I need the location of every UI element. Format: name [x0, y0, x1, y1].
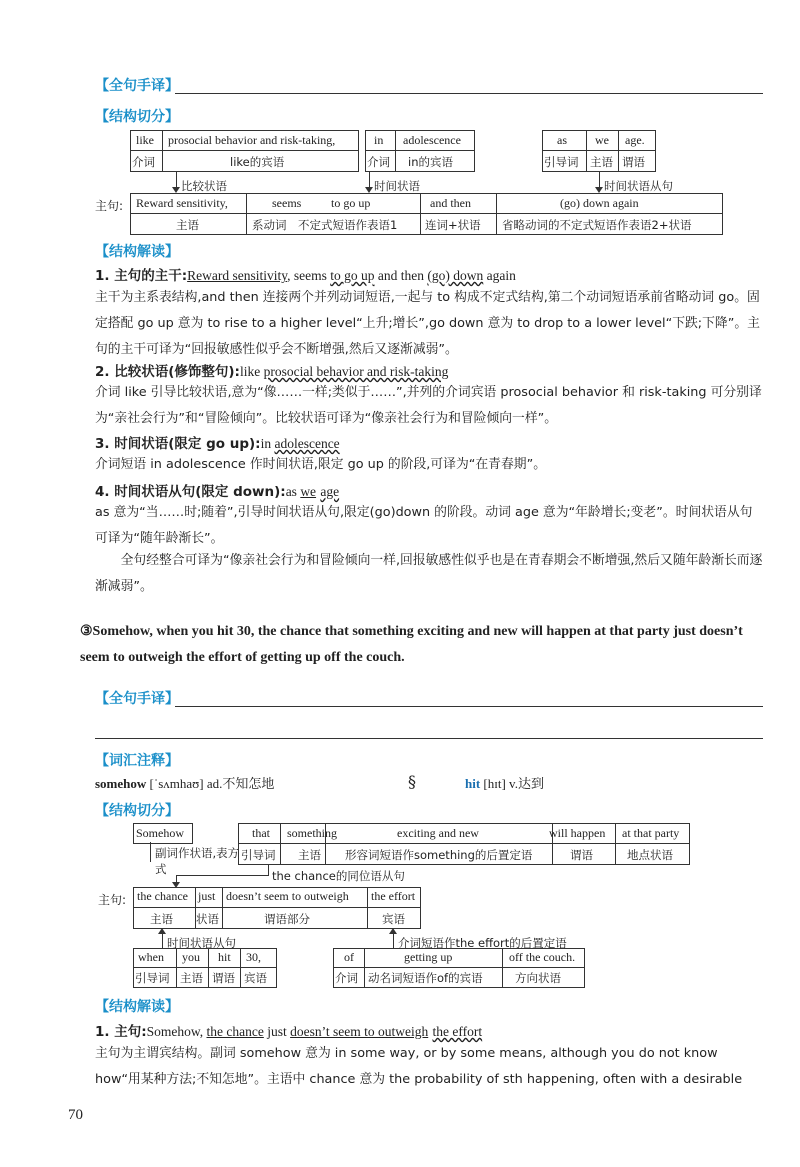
d1-word-we: we [595, 133, 609, 147]
d2-of-word-of: of [344, 950, 354, 964]
d1-word-age: age. [625, 133, 645, 147]
explain1-paragraph-3: 介词短语 in adolescence 作时间状语,限定 go up 的阶段,可译为“在青春期”。 [95, 457, 547, 472]
vocab-somehow: somehow [ˈsʌmhaʊ] ad.不知怎地 [95, 776, 275, 791]
d1-main-role-pred1: 不定式短语作表语1 [298, 218, 398, 232]
d2-main-effort: the effort [371, 889, 416, 903]
d1-role-pred: 谓语 [622, 155, 645, 169]
d2-word-something: something [287, 826, 337, 840]
structure-explain-label-2: 【结构解读】 [95, 999, 179, 1015]
d2-main-role-obj: 宾语 [382, 912, 405, 926]
d1-main-role-conj: 连词+状语 [425, 218, 481, 232]
d2-word-atparty: at that party [622, 826, 680, 840]
explain1-heading-3: 3. 时间状语(限定 go up):in adolescence [95, 436, 340, 452]
d2-when-word-hit: hit [218, 950, 231, 964]
d1-main-word-reward: Reward sensitivity, [136, 196, 228, 210]
d1-role-intro: 引导词 [544, 155, 579, 169]
d1-role-prep: 介词 [132, 155, 155, 169]
page-number: 70 [68, 1107, 83, 1123]
d2-when-word-you: you [182, 950, 200, 964]
d2-role-subj: 主语 [298, 848, 321, 862]
d2-role-pred: 谓语 [570, 848, 593, 862]
d1-main-word-andthen: and then [430, 196, 471, 210]
explain2-heading-1: 1. 主句:Somehow, the chance just doesn’t seem to outweigh the effort [95, 1024, 483, 1040]
d2-time-label: 时间状语从句 [167, 936, 236, 950]
structure-split-label-2: 【结构切分】 [95, 803, 179, 819]
full-translation-label: 【全句手译】 [95, 78, 179, 94]
d1-role-in-prep: 介词 [367, 155, 390, 169]
d2-when-role-intro: 引导词 [135, 971, 170, 985]
d2-role-place: 地点状语 [627, 848, 673, 862]
d2-when-word-30: 30, [246, 950, 261, 964]
d1-role-like-obj: like的宾语 [230, 155, 285, 169]
d2-main-role-adv: 状语 [196, 912, 219, 926]
translation-line-2b [95, 738, 763, 739]
d1-role-in-obj: in的宾语 [408, 155, 453, 169]
d1-word-like: like [136, 133, 154, 147]
explain1-paragraph-4: as 意为“当……时;随着”,引导时间状语从句,限定(go)down 的阶段。动词 age 意为“年龄增长;变老”。时间状语从句可译为“随年龄渐长”。 [95, 505, 753, 546]
explain1-paragraph-2: 介词 like 引导比较状语,意为“像……一样;类似于……”,并列的介词宾语 prosocial behavior 和 risk-taking 可分别译为“亲社会行为”和“冒险倾向”。比较状语可译为“像亲社会行为和冒险倾向一样”。 [95, 385, 762, 426]
d2-appositive-label: the chance的同位语从句 [272, 869, 405, 883]
d1-main-role-pred2: 省略动词的不定式短语作表语2+状语 [502, 218, 692, 232]
d2-when-role-pred: 谓语 [212, 971, 235, 985]
d2-when-role-subj: 主语 [180, 971, 203, 985]
translation-line-2a [175, 706, 763, 707]
d1-arrow-label-compare: 比较状语 [181, 179, 227, 193]
d2-main-role-pred: 谓语部分 [264, 912, 310, 926]
full-translation-label-2: 【全句手译】 [95, 691, 179, 707]
d1-arrow-label-time: 时间状语 [374, 179, 420, 193]
d1-main-word-goup: to go up [331, 196, 371, 210]
explain1-heading-4: 4. 时间状语从句(限定 down):as we age [95, 484, 340, 500]
sentence-3: ③Somehow, when you hit 30, the chance that something exciting and new will happen at that party just doesn’t seem to outweigh the effort of getting up off the couch. [80, 624, 743, 665]
d2-when-word-when: when [138, 950, 164, 964]
d1-word-in: in [374, 133, 384, 147]
vocab-hit: hit [hɪt] v.达到 [465, 776, 544, 791]
explain1-paragraph-1: 主干为主系表结构,and then 连接两个并列动词短语,一起与 to 构成不定式结构,第二个动词短语承前省略动词 go。固定搭配 go up 意为 to rise to a higher level“上升;增长”,go down 意为 to drop to a lower level“下跌;下降”。主句的主干可译为“回报敏感性似乎会不断增强,然后又逐渐减弱”。 [95, 290, 760, 357]
translation-line [175, 93, 763, 94]
explain1-heading-2: 2. 比较状语(修饰整句):like prosocial behavior and risk-taking [95, 364, 449, 380]
d1-main-role-subj: 主语 [176, 218, 199, 232]
d1-main-role-link: 系动词 [252, 218, 287, 232]
d2-role-intro: 引导词 [241, 848, 276, 862]
d2-somehow: Somehow [136, 826, 184, 840]
d1-word-as: as [557, 133, 567, 147]
d2-of-role-prep: 介词 [335, 971, 358, 985]
vocab-label: 【词汇注释】 [95, 753, 179, 769]
d2-of-role-gerund: 动名词短语作of的宾语 [368, 971, 483, 985]
d2-when-role-obj: 宾语 [244, 971, 267, 985]
d1-main-word-godown: (go) down again [560, 196, 639, 210]
d1-word-prosocial: prosocial behavior and risk-taking, [168, 133, 336, 147]
d1-main-label: 主句: [95, 199, 124, 213]
d2-pp-label: 介词短语作the effort的后置定语 [398, 936, 567, 950]
d2-word-that: that [252, 826, 270, 840]
d2-word-exciting: exciting and new [397, 826, 479, 840]
d2-main-label: 主句: [98, 893, 127, 907]
d2-word-willhappen: will happen [549, 826, 606, 840]
d2-main-chance: the chance [137, 889, 188, 903]
explain2-paragraph-1: 主句为主谓宾结构。副词 somehow 意为 in some way, or by some means, although you do not know how“用某种方法;不知怎地”。主语中 chance 意为 the probability of sth happening, often with a desirable [95, 1046, 743, 1087]
d2-main-role-subj: 主语 [150, 912, 173, 926]
scroll-mark: § [408, 772, 416, 791]
d2-role-adj: 形容词短语作something的后置定语 [345, 848, 533, 862]
d1-role-subj: 主语 [590, 155, 613, 169]
structure-explain-label-1: 【结构解读】 [95, 244, 179, 260]
structure-split-label: 【结构切分】 [95, 109, 179, 125]
explain1-paragraph-5: 全句经整合可译为“像亲社会行为和冒险倾向一样,回报敏感性似乎也是在青春期会不断增强,然后又随年龄渐长而逐渐减弱”。 [95, 553, 763, 594]
d1-main-word-seems: seems [272, 196, 302, 210]
d1-word-adolescence: adolescence [403, 133, 461, 147]
d2-of-word-couch: off the couch. [509, 950, 576, 964]
d2-of-word-gettingup: getting up [404, 950, 453, 964]
explain1-heading-1: 1. 主句的主干:Reward sensitivity, seems to go up and then (go) down again [95, 268, 516, 284]
d2-main-just: just [198, 889, 216, 903]
d2-of-role-dir: 方向状语 [515, 971, 561, 985]
d1-arrow-label-time-clause: 时间状语从句 [604, 179, 673, 193]
d2-main-outweigh: doesn’t seem to outweigh [226, 889, 349, 903]
d2-somehow-role: 副词作状语,表方式 [155, 846, 240, 876]
